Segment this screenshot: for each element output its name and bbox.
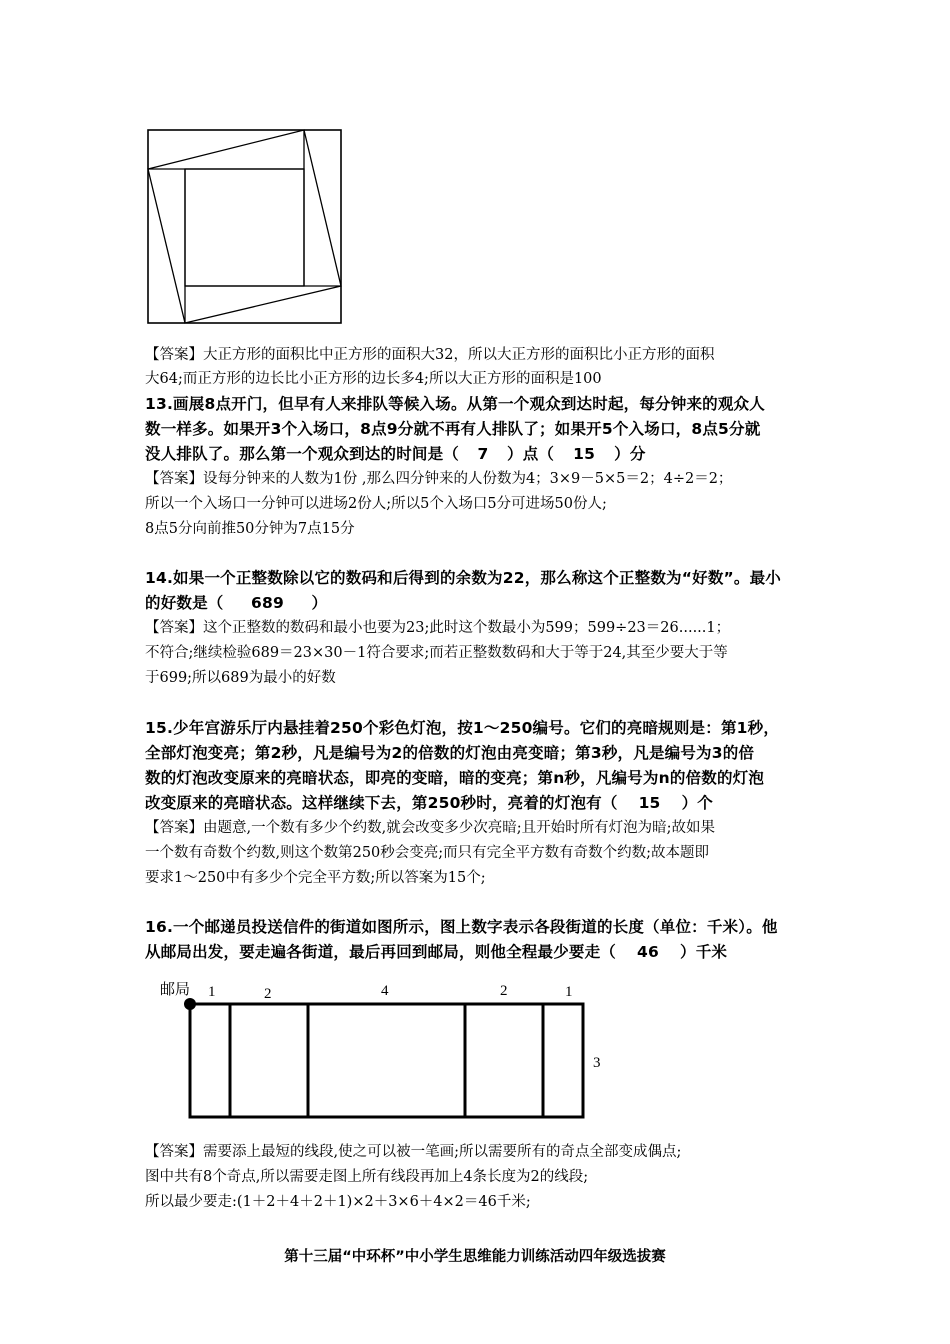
rotated-square [148,130,341,323]
q16-answer-line-2: 图中共有8个奇点,所以需要走图上所有线段再加上4条长度为2的线段; [145,1169,589,1185]
q12-answer-line-2: 大64;而正方形的边长比小正方形的边长多4;所以大正方形的面积是100 [145,371,602,387]
q16-line-2-prefix: 从邮局出发，要走遍各街道，最后再回到邮局，则他全程最少要走（ [145,943,617,961]
q13-suffix: ）分 [614,445,646,463]
q15-line-4-prefix: 改变原来的亮暗状态。这样继续下去，第250秒时，亮着的灯泡有（ [145,794,618,812]
q15-answer-blank: 15 [638,794,661,812]
q15-answer-line-1: 【答案】由题意,一个数有多少个约数,就会改变多少次亮暗;且开始时所有灯泡为暗;故如果 [145,820,715,836]
page-footer-title: 第十三届“中环杯”中小学生思维能力训练活动四年级选拔赛 [284,1249,666,1265]
q15-line-4-suffix: ）个 [681,794,713,812]
q16-line-2 [145,940,727,962]
q16-answer-line-3: 所以最少要走:(1＋2＋4＋2＋1)×2＋3×6＋4×2＝46千米; [145,1194,531,1210]
q16-line-2-suffix: ）千米 [680,943,728,961]
segment-label-1: 1 [208,984,216,1000]
q13-answer-blank-hour: 7 [477,445,489,463]
q14-line-1: 14.如果一个正整数除以它的数码和后得到的余数为22，那么称这个正整数为“好数”。最小 [145,569,782,587]
q15-line-2: 全部灯泡变亮；第2秒，凡是编号为2的倍数的灯泡由亮变暗；第3秒，凡是编号为3的倍 [145,744,755,762]
q13-middle: ）点（ [507,445,555,463]
q14-line-2-prefix: 的好数是（ [145,594,224,612]
inner-square [185,169,304,286]
outer-square [148,130,341,323]
q15-line-4 [145,791,713,813]
q13-answer-line-2: 所以一个入场口一分钟可以进场2份人;所以5个入场口5分可进场50份人; [145,496,607,512]
segment-label-3: 4 [381,983,389,999]
post-office-dot [184,998,196,1010]
q16-line-1: 16.一个邮递员投送信件的街道如图所示，图上数字表示各段街道的长度（单位：千米）。他 [145,918,778,936]
segment-label-5: 1 [565,984,573,1000]
q12-answer-line-1: 【答案】大正方形的面积比中正方形的面积大32，所以大正方形的面积比小正方形的面积 [145,347,715,363]
q15-line-1: 15.少年宫游乐厅内悬挂着250个彩色灯泡，按1～250编号。它们的亮暗规则是：第1秒， [145,719,780,737]
q13-line-3-prefix: 没人排队了。那么第一个观众到达的时间是（ [145,445,460,463]
post-office-label: 邮局 [160,982,191,998]
q15-answer-line-3: 要求1～250中有多少个完全平方数;所以答案为15个; [145,870,486,886]
q13-answer-line-1: 【答案】设每分钟来的人数为1份 ,那么四分钟来的人份数为4；3×9－5×5＝2；4÷2＝2； [145,471,733,487]
q14-line-2 [145,591,327,613]
street-map-figure [180,995,590,1125]
q14-answer-blank: 689 [251,594,284,612]
q15-line-3: 数的灯泡改变原来的亮暗状态，即亮的变暗，暗的变亮；第n秒，凡编号为n的倍数的灯泡 [145,769,765,787]
q14-answer-line-2: 不符合;继续检验689＝23×30－1符合要求;而若正整数数码和大于等于24,其至少要大于等 [145,645,728,661]
square-dissection-figure [140,124,350,329]
height-label: 3 [593,1055,601,1071]
q15-answer-line-2: 一个数有奇数个约数,则这个数第250秒会变亮;而只有完全平方数有奇数个约数;故本题即 [145,845,710,861]
segment-label-2: 2 [264,986,272,1002]
q13-line-1: 13.画展8点开门，但早有人来排队等候入场。从第一个观众到达时起，每分钟来的观众人 [145,395,765,413]
q14-answer-line-3: 于699;所以689为最小的好数 [145,670,336,686]
q13-line-3 [145,442,646,464]
q16-answer-blank: 46 [637,943,659,961]
q13-line-2: 数一样多。如果开3个入场口，8点9分就不再有人排队了；如果开5个入场口，8点5分就 [145,420,761,438]
street-outline [190,1004,583,1117]
segment-label-4: 2 [500,983,508,999]
q13-answer-blank-minute: 15 [573,445,596,463]
q13-answer-line-3: 8点5分向前推50分钟为7点15分 [145,521,355,537]
q14-line-2-suffix: ） [311,594,328,612]
q16-answer-line-1: 【答案】需要添上最短的线段,使之可以被一笔画;所以需要所有的奇点全部变成偶点; [145,1144,682,1160]
q14-answer-line-1: 【答案】这个正整数的数码和最小也要为23;此时这个数最小为599；599÷23＝26......1； [145,620,731,636]
